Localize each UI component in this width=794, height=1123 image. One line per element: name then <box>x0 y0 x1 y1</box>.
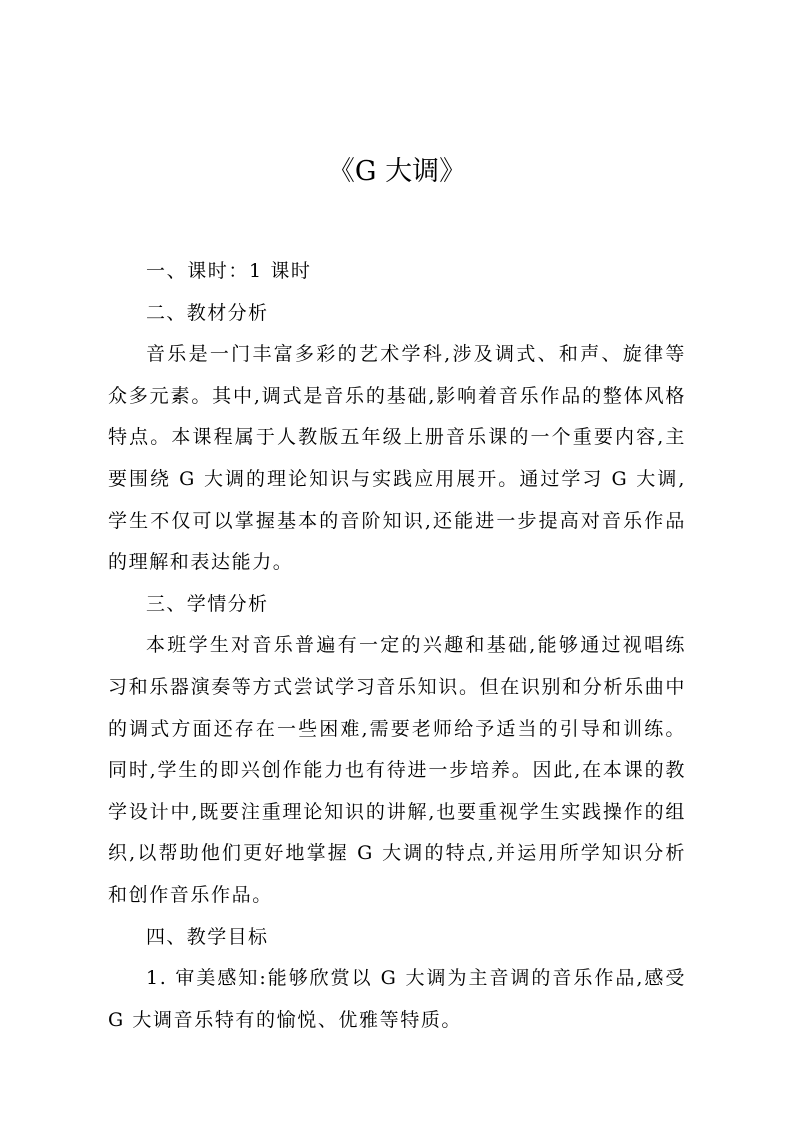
document-title: 《G 大调》 <box>327 156 467 187</box>
teaching-goal-1-paragraph: 1. 审美感知:能够欣赏以 G 大调为主音调的音乐作品,感受 G 大调音乐特有的愉悦、优雅等特质。 <box>108 967 686 1031</box>
document-body <box>108 251 686 1041</box>
student-analysis-paragraph: 本班学生对音乐普遍有一定的兴趣和基础,能够通过视唱练习和乐器演奏等方式尝试学习音乐知识。但在识别和分析乐曲中的调式方面还存在一些困难,需要老师给予适当的引导和训练。同时,学生的即兴创作能力也有待进一步培养。因此,在本课的教学设计中,既要注重理论知识的讲解,也要重视学生实践操作的组织,以帮助他们更好地掌握 G 大调的特点,并运用所学知识分析和创作音乐作品。 <box>108 634 686 906</box>
section-heading-textbook-analysis: 二、教材分析 <box>146 301 269 324</box>
textbook-analysis-paragraph: 音乐是一门丰富多彩的艺术学科,涉及调式、和声、旋律等众多元素。其中,调式是音乐的基础,影响着音乐作品的整体风格特点。本课程属于人教版五年级上册音乐课的一个重要内容,主要围绕 G 大调的理论知识与实践应用展开。通过学习 G 大调,学生不仅可以掌握基本的音阶知识,还能进一步提高对音乐作品的理解和表达能力。 <box>108 343 686 574</box>
section-heading-teaching-goals: 四、教学目标 <box>146 925 269 948</box>
lesson-hours-line: 一、课时：1 课时 <box>146 260 312 282</box>
section-heading-student-analysis: 三、学情分析 <box>146 592 269 615</box>
